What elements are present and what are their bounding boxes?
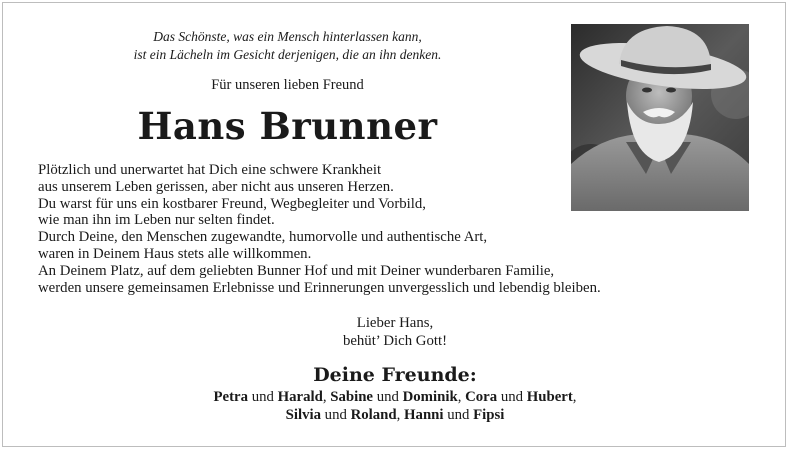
tribute-line-8: werden unsere gemeinsamen Erlebnisse und Erinnerungen unvergesslich und lebendig bleiben. bbox=[38, 279, 601, 296]
friends-separator: und bbox=[248, 389, 278, 405]
friend-name: Roland bbox=[350, 407, 397, 423]
friend-name: Dominik bbox=[402, 389, 458, 405]
deceased-name: Hans Brunner bbox=[137, 104, 438, 148]
friends-separator: , bbox=[572, 389, 577, 405]
friends-separator: , bbox=[396, 407, 405, 423]
tribute-line-1: Plötzlich und unerwartet hat Dich eine schwere Krankheit bbox=[38, 162, 382, 178]
friend-name: Hubert bbox=[526, 389, 573, 405]
friend-name: Hanni bbox=[404, 407, 444, 423]
friends-list bbox=[120, 388, 670, 424]
friends-separator: und bbox=[320, 407, 351, 423]
friend-name: Silvia bbox=[285, 407, 321, 423]
quote-line-2: ist ein Lächeln im Gesicht derjenigen, die an ihn denken. bbox=[133, 46, 442, 62]
friends-line-1 bbox=[120, 388, 670, 406]
portrait-photo bbox=[571, 24, 749, 211]
friend-name: Cora bbox=[465, 389, 498, 405]
friends-separator: und bbox=[443, 407, 474, 423]
dedication-line: Für unseren lieben Freund bbox=[211, 77, 364, 93]
memorial-quote bbox=[40, 28, 535, 63]
friend-name: Petra bbox=[213, 389, 249, 405]
friends-line-2 bbox=[120, 406, 670, 424]
friends-separator: , bbox=[457, 389, 466, 405]
tribute-line-2: aus unserem Leben gerissen, aber nicht aus unseren Herzen. bbox=[38, 178, 394, 195]
quote-line-1: Das Schönste, was ein Mensch hinterlassen kann, bbox=[153, 29, 422, 44]
tribute-line-3: Du warst für uns ein kostbarer Freund, Wegbegleiter und Vorbild, bbox=[38, 195, 426, 212]
friends-heading: Deine Freunde: bbox=[313, 364, 477, 386]
friend-name: Harald bbox=[277, 389, 323, 405]
closing-words bbox=[230, 314, 560, 350]
friend-name: Sabine bbox=[330, 389, 373, 405]
portrait-photo-icon bbox=[571, 24, 749, 211]
friends-separator: , bbox=[322, 389, 331, 405]
friend-name: Fipsi bbox=[473, 407, 505, 423]
tribute-line-6: waren in Deinem Haus stets alle willkommen. bbox=[38, 245, 312, 262]
tribute-line-7: An Deinem Platz, auf dem geliebten Bunner Hof und mit Deiner wunderbaren Familie, bbox=[38, 262, 555, 279]
closing-line-1: Lieber Hans, bbox=[356, 315, 434, 331]
friends-separator: und bbox=[373, 389, 403, 405]
friends-separator: und bbox=[497, 389, 527, 405]
closing-line-2: behüt’ Dich Gott! bbox=[342, 333, 448, 349]
tribute-line-5: Durch Deine, den Menschen zugewandte, humorvolle und authentische Art, bbox=[38, 229, 488, 246]
tribute-line-4: wie man ihn im Leben nur selten findet. bbox=[38, 212, 275, 229]
